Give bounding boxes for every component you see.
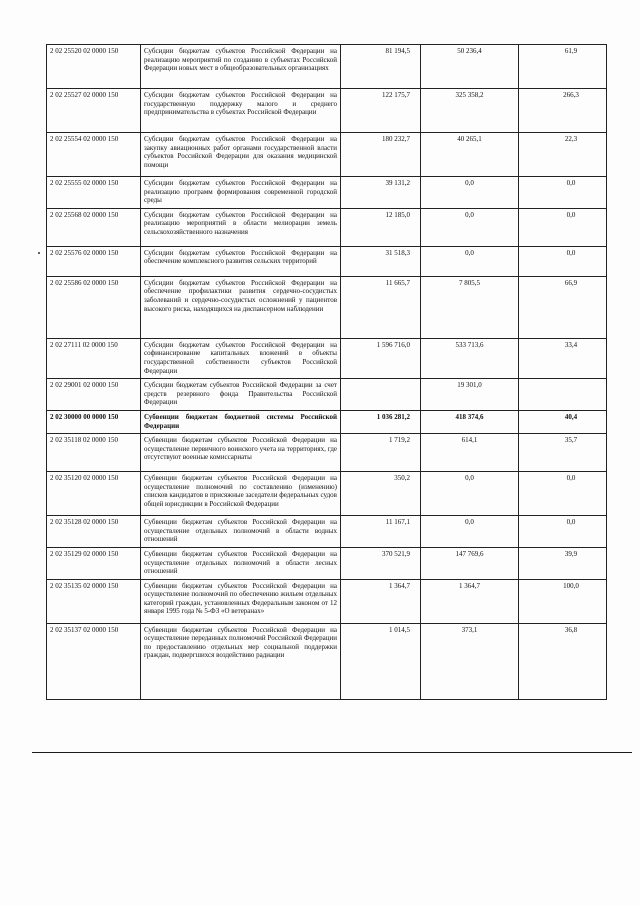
planned-amount-cell: 81 194,5 bbox=[341, 45, 421, 89]
execution-percent-cell: 0,0 bbox=[519, 177, 607, 209]
budget-table-body bbox=[47, 45, 607, 700]
actual-amount-cell: 533 713,6 bbox=[421, 338, 519, 378]
actual-amount-cell: 19 301,0 bbox=[421, 379, 519, 411]
revenue-name-cell: Субсидии бюджетам субъектов Российской Федерации за счет средств резервного фонда Правительства Российской Федерации bbox=[141, 379, 341, 411]
actual-amount-cell: 50 236,4 bbox=[421, 45, 519, 89]
table-row bbox=[47, 338, 607, 378]
budget-code-cell: 2 02 29001 02 0000 150 bbox=[47, 379, 141, 411]
execution-percent-cell: 35,7 bbox=[519, 434, 607, 472]
actual-amount-cell: 0,0 bbox=[421, 246, 519, 276]
budget-code-cell: 2 02 25554 02 0000 150 bbox=[47, 133, 141, 177]
table-row bbox=[47, 434, 607, 472]
budget-code-cell: 2 02 35128 02 0000 150 bbox=[47, 516, 141, 548]
scan-mark bbox=[38, 252, 40, 254]
budget-code-cell: 2 02 35137 02 0000 150 bbox=[47, 623, 141, 699]
actual-amount-cell: 1 364,7 bbox=[421, 579, 519, 623]
budget-code-cell: 2 02 25586 02 0000 150 bbox=[47, 276, 141, 338]
execution-percent-cell: 100,0 bbox=[519, 579, 607, 623]
revenue-name-cell: Субсидии бюджетам субъектов Российской Федерации на реализацию мероприятий по созданию в субъектах Российской Федерации новых мест в общеобразовательных организациях bbox=[141, 45, 341, 89]
revenue-name-cell: Субсидии бюджетам субъектов Российской Федерации на закупку авиационных работ органами государственной власти субъектов Российской Федерации для оказания медицинской помощи bbox=[141, 133, 341, 177]
execution-percent-cell: 22,3 bbox=[519, 133, 607, 177]
budget-code-cell: 2 02 35135 02 0000 150 bbox=[47, 579, 141, 623]
revenue-name-cell: Субвенции бюджетам субъектов Российской Федерации на осуществление отдельных полномочий в области лесных отношений bbox=[141, 547, 341, 579]
planned-amount-cell: 1 719,2 bbox=[341, 434, 421, 472]
table-row bbox=[47, 177, 607, 209]
table-row bbox=[47, 472, 607, 516]
actual-amount-cell: 0,0 bbox=[421, 472, 519, 516]
planned-amount-cell: 350,2 bbox=[341, 472, 421, 516]
planned-amount-cell: 11 665,7 bbox=[341, 276, 421, 338]
planned-amount-cell: 12 185,0 bbox=[341, 208, 421, 246]
actual-amount-cell: 325 358,2 bbox=[421, 89, 519, 133]
planned-amount-cell: 1 364,7 bbox=[341, 579, 421, 623]
table-row bbox=[47, 623, 607, 699]
table-row bbox=[47, 208, 607, 246]
budget-code-cell: 2 02 35129 02 0000 150 bbox=[47, 547, 141, 579]
execution-percent-cell: 66,9 bbox=[519, 276, 607, 338]
budget-code-cell: 2 02 35120 02 0000 150 bbox=[47, 472, 141, 516]
revenue-name-cell: Субсидии бюджетам субъектов Российской Федерации на обеспечение комплексного развития сельских территорий bbox=[141, 246, 341, 276]
execution-percent-cell: 36,8 bbox=[519, 623, 607, 699]
budget-code-cell: 2 02 25520 02 0000 150 bbox=[47, 45, 141, 89]
revenue-name-cell: Субвенции бюджетам субъектов Российской Федерации на осуществление переданных полномочий Российской Федерации по предоставлению отдельных мер социальной поддержки граждан, подвергшихся воздействию радиации bbox=[141, 623, 341, 699]
budget-code-cell: 2 02 25527 02 0000 150 bbox=[47, 89, 141, 133]
actual-amount-cell: 0,0 bbox=[421, 208, 519, 246]
execution-percent-cell: 40,4 bbox=[519, 410, 607, 433]
planned-amount-cell: 39 131,2 bbox=[341, 177, 421, 209]
execution-percent-cell: 61,9 bbox=[519, 45, 607, 89]
actual-amount-cell: 40 265,1 bbox=[421, 133, 519, 177]
execution-percent-cell: 266,3 bbox=[519, 89, 607, 133]
execution-percent-cell: 0,0 bbox=[519, 246, 607, 276]
table-row bbox=[47, 133, 607, 177]
planned-amount-cell: 11 167,1 bbox=[341, 516, 421, 548]
budget-code-cell: 2 02 30000 00 0000 150 bbox=[47, 410, 141, 433]
execution-percent-cell bbox=[519, 379, 607, 411]
actual-amount-cell: 7 805,5 bbox=[421, 276, 519, 338]
actual-amount-cell: 0,0 bbox=[421, 177, 519, 209]
actual-amount-cell: 147 769,6 bbox=[421, 547, 519, 579]
budget-code-cell: 2 02 25568 02 0000 150 bbox=[47, 208, 141, 246]
planned-amount-cell: 1 036 281,2 bbox=[341, 410, 421, 433]
table-row bbox=[47, 547, 607, 579]
planned-amount-cell: 31 518,3 bbox=[341, 246, 421, 276]
table-row bbox=[47, 579, 607, 623]
execution-percent-cell: 0,0 bbox=[519, 472, 607, 516]
table-row bbox=[47, 410, 607, 433]
planned-amount-cell bbox=[341, 379, 421, 411]
planned-amount-cell: 1 596 716,0 bbox=[341, 338, 421, 378]
table-row bbox=[47, 45, 607, 89]
budget-code-cell: 2 02 27111 02 0000 150 bbox=[47, 338, 141, 378]
table-row bbox=[47, 89, 607, 133]
actual-amount-cell: 0,0 bbox=[421, 516, 519, 548]
revenue-name-cell: Субвенции бюджетам субъектов Российской Федерации на осуществление полномочий по составлению (изменению) списков кандидатов в присяжные заседатели федеральных судов общей юрисдикции в Российской Федерации bbox=[141, 472, 341, 516]
revenue-name-cell: Субсидии бюджетам субъектов Российской Федерации на обеспечение профилактики развития сердечно-сосудистых заболеваний и сердечно-сосудистых осложнений у пациентов высокого риска, находящихся на диспансерном наблюдении bbox=[141, 276, 341, 338]
execution-percent-cell: 39,9 bbox=[519, 547, 607, 579]
revenue-name-cell: Субсидии бюджетам субъектов Российской Федерации на софинансирование капитальных вложений в объекты государственной собственности субъектов Российской Федерации bbox=[141, 338, 341, 378]
table-row bbox=[47, 516, 607, 548]
revenue-name-cell: Субсидии бюджетам субъектов Российской Федерации на государственную поддержку малого и среднего предпринимательства в субъектах Российской Федерации bbox=[141, 89, 341, 133]
planned-amount-cell: 122 175,7 bbox=[341, 89, 421, 133]
table-row bbox=[47, 379, 607, 411]
budget-code-cell: 2 02 35118 02 0000 150 bbox=[47, 434, 141, 472]
revenue-name-cell: Субвенции бюджетам бюджетной системы Российской Федерации bbox=[141, 410, 341, 433]
revenue-name-cell: Субсидии бюджетам субъектов Российской Федерации на реализацию мероприятий в области мелиорации земель сельскохозяйственного назначения bbox=[141, 208, 341, 246]
actual-amount-cell: 614,1 bbox=[421, 434, 519, 472]
actual-amount-cell: 373,1 bbox=[421, 623, 519, 699]
actual-amount-cell: 418 374,6 bbox=[421, 410, 519, 433]
revenue-name-cell: Субсидии бюджетам субъектов Российской Федерации на реализацию программ формирования современной городской среды bbox=[141, 177, 341, 209]
execution-percent-cell: 33,4 bbox=[519, 338, 607, 378]
revenue-name-cell: Субвенции бюджетам субъектов Российской Федерации на осуществление полномочий по обеспечению жильем отдельных категорий граждан, установленных Федеральным законом от 12 января 1995 года № 5-ФЗ «О ветеранах» bbox=[141, 579, 341, 623]
revenue-name-cell: Субвенции бюджетам субъектов Российской Федерации на осуществление первичного воинского учета на территориях, где отсутствуют военные комиссариаты bbox=[141, 434, 341, 472]
execution-percent-cell: 0,0 bbox=[519, 208, 607, 246]
planned-amount-cell: 370 521,9 bbox=[341, 547, 421, 579]
table-row bbox=[47, 276, 607, 338]
budget-code-cell: 2 02 25576 02 0000 150 bbox=[47, 246, 141, 276]
table-row bbox=[47, 246, 607, 276]
execution-percent-cell: 0,0 bbox=[519, 516, 607, 548]
budget-table bbox=[46, 44, 607, 700]
planned-amount-cell: 180 232,7 bbox=[341, 133, 421, 177]
revenue-name-cell: Субвенции бюджетам субъектов Российской Федерации на осуществление отдельных полномочий в области водных отношений bbox=[141, 516, 341, 548]
planned-amount-cell: 1 014,5 bbox=[341, 623, 421, 699]
budget-code-cell: 2 02 25555 02 0000 150 bbox=[47, 177, 141, 209]
page-bottom-rule bbox=[32, 752, 632, 753]
